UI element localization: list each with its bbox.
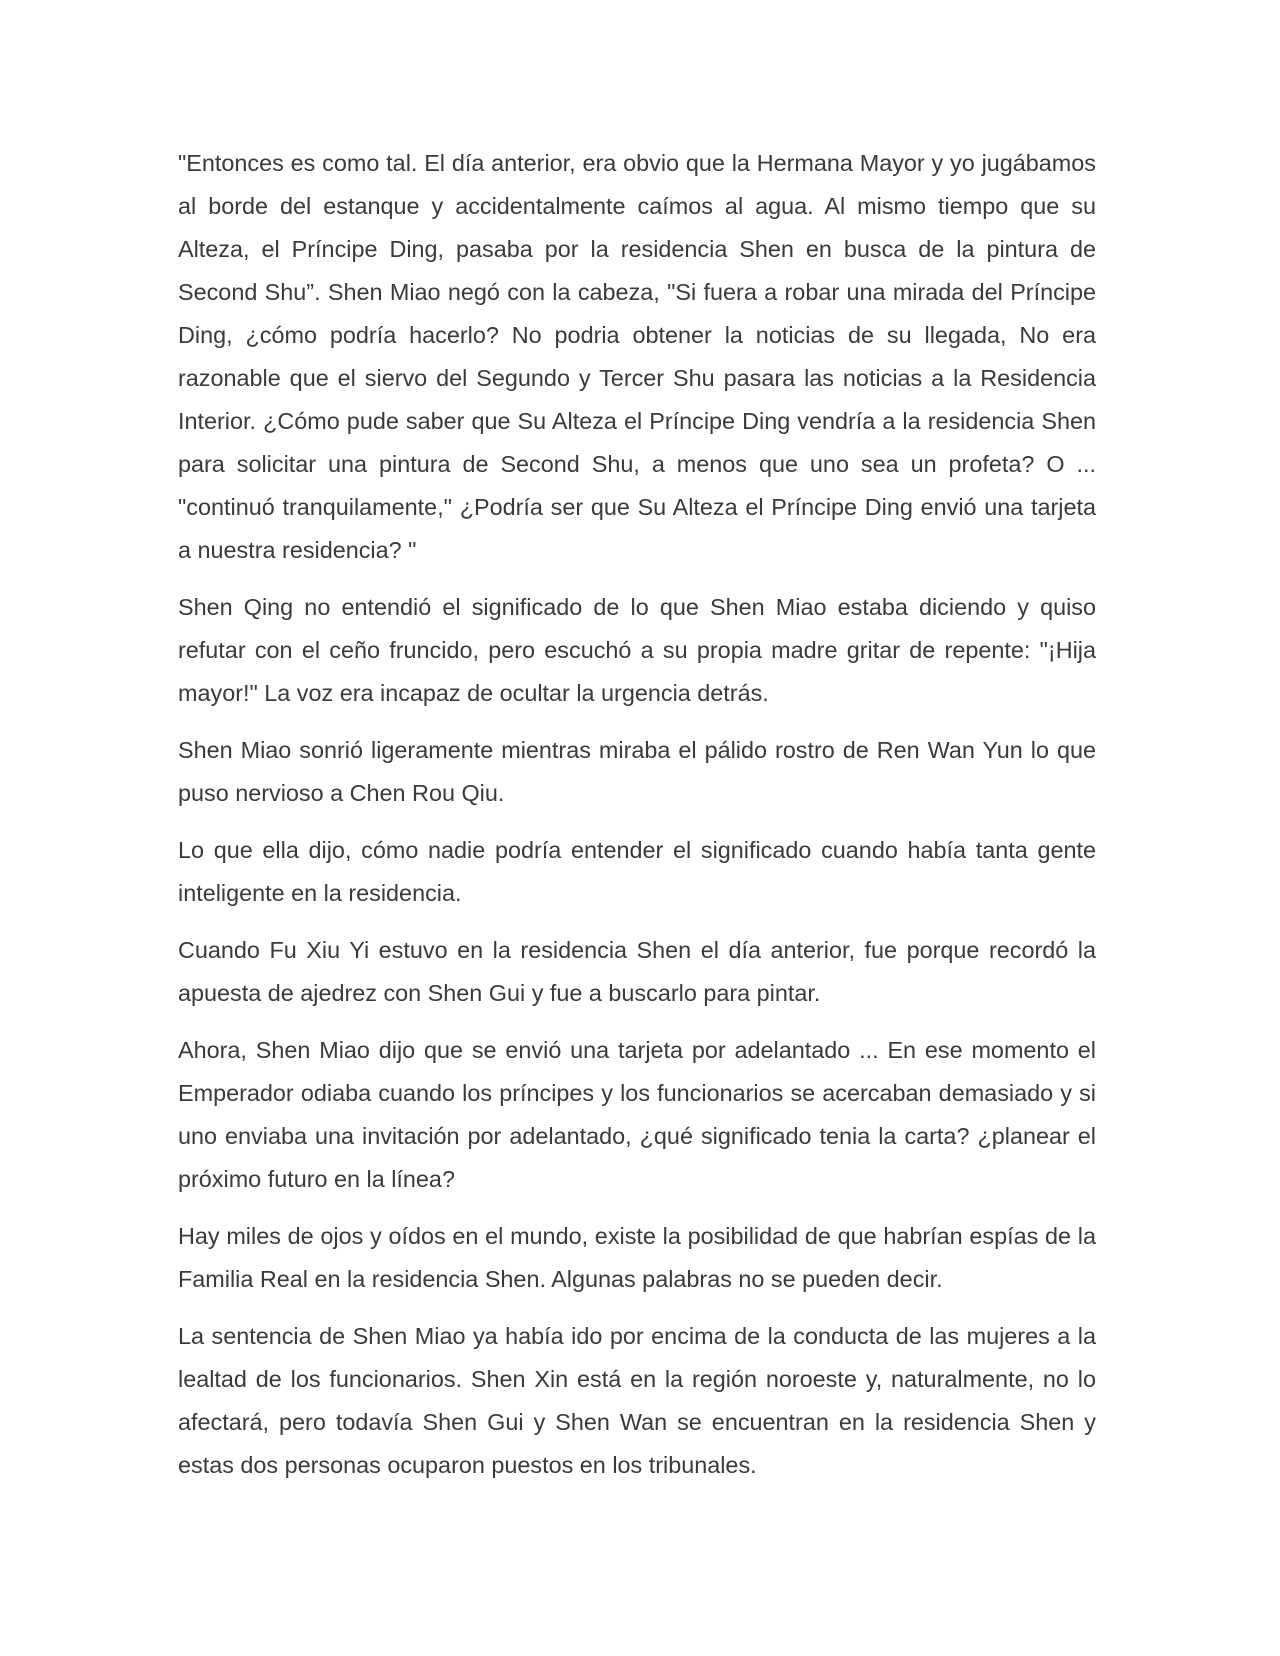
paragraph-4: Lo que ella dijo, cómo nadie podría entender el significado cuando había tanta gente inteligente en la residencia. xyxy=(178,837,1096,906)
paragraph-3: Shen Miao sonrió ligeramente mientras miraba el pálido rostro de Ren Wan Yun lo que puso nervioso a Chen Rou Qiu. xyxy=(178,737,1096,806)
paragraph-5: Cuando Fu Xiu Yi estuvo en la residencia Shen el día anterior, fue porque recordó la apuesta de ajedrez con Shen Gui y fue a buscarlo para pintar. xyxy=(178,937,1096,1006)
paragraph-6: Ahora, Shen Miao dijo que se envió una tarjeta por adelantado ... En ese momento el Emperador odiaba cuando los príncipes y los funcionarios se acercaban demasiado y si uno enviaba una invitación por adelantado, ¿qué significado tenia la carta? ¿planear el próximo futuro en la línea? xyxy=(178,1037,1096,1192)
paragraph-7: Hay miles de ojos y oídos en el mundo, existe la posibilidad de que habrían espías de la Familia Real en la residencia Shen. Algunas palabras no se pueden decir. xyxy=(178,1223,1096,1292)
paragraph-8: La sentencia de Shen Miao ya había ido por encima de la conducta de las mujeres a la lealtad de los funcionarios. Shen Xin está en la región noroeste y, naturalmente, no lo afectará, pero todavía Shen Gui y Shen Wan se encuentran en la residencia Shen y estas dos personas ocuparon puestos en los tribunales. xyxy=(178,1323,1096,1478)
document-body xyxy=(178,142,1096,1501)
paragraph-2: Shen Qing no entendió el significado de lo que Shen Miao estaba diciendo y quiso refutar con el ceño fruncido, pero escuchó a su propia madre gritar de repente: "¡Hija mayor!" La voz era incapaz de ocultar la urgencia detrás. xyxy=(178,594,1096,706)
paragraph-1: "Entonces es como tal. El día anterior, era obvio que la Hermana Mayor y yo jugábamos al borde del estanque y accidentalmente caímos al agua. Al mismo tiempo que su Alteza, el Príncipe Ding, pasaba por la residencia Shen en busca de la pintura de Second Shu”. Shen Miao negó con la cabeza, "Si fuera a robar una mirada del Príncipe Ding, ¿cómo podría hacerlo? No podria obtener la noticias de su llegada, No era razonable que el siervo del Segundo y Tercer Shu pasara las noticias a la Residencia Interior. ¿Cómo pude saber que Su Alteza el Príncipe Ding vendría a la residencia Shen para solicitar una pintura de Second Shu, a menos que uno sea un profeta? O ... "continuó tranquilamente," ¿Podría ser que Su Alteza el Príncipe Ding envió una tarjeta a nuestra residencia? " xyxy=(178,150,1096,563)
